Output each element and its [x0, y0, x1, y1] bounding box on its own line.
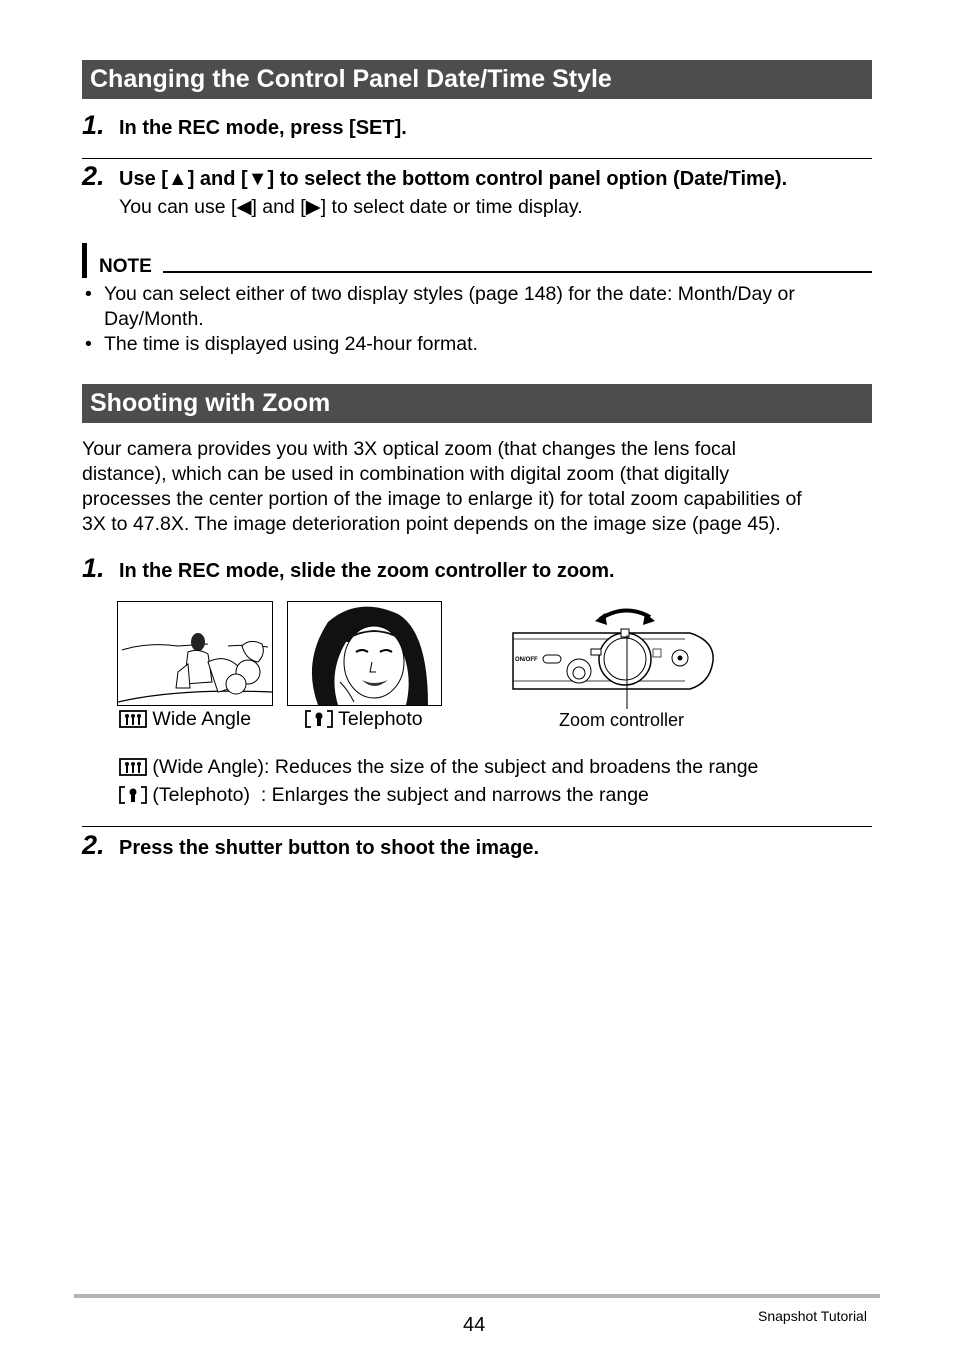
zoom-intro-paragraph: [82, 437, 802, 537]
step-text-1: In the REC mode, press [SET].: [119, 117, 407, 139]
wide-angle-icon: [119, 758, 147, 776]
wide-angle-caption: [119, 708, 251, 731]
telephoto-legend: [119, 784, 649, 807]
up-arrow-icon: ▲: [167, 168, 188, 190]
telephoto-illustration: [287, 601, 442, 706]
paragraph-line: distance), which can be used in combination with digital zoom (that digitally: [82, 463, 730, 485]
wide-angle-legend: [119, 756, 758, 779]
subtext-part: You can use [: [119, 196, 237, 218]
step-number-2: 2.: [82, 830, 105, 860]
step-number-1: 1.: [82, 553, 105, 583]
paragraph-line: processes the center portion of the image to enlarge it) for total zoom capabilities of: [82, 488, 802, 510]
telephoto-legend-desc: : Enlarges the subject and narrows the range: [260, 784, 649, 806]
section-heading-zoom: [82, 384, 872, 423]
step-text-part: Use [: [119, 168, 168, 190]
note-marker: [82, 243, 87, 278]
note-label: NOTE: [99, 256, 152, 277]
telephoto-photo: [288, 602, 441, 705]
step-text-1: In the REC mode, slide the zoom controller to zoom.: [119, 560, 615, 582]
step-text-part: ] to select the bottom control panel option (Date/Time).: [267, 168, 788, 190]
wide-angle-caption-text: Wide Angle: [152, 708, 252, 730]
page-number: 44: [463, 1314, 486, 1336]
step-number-1: 1.: [82, 110, 105, 140]
step-text-2: Press the shutter button to shoot the image.: [119, 837, 540, 859]
footer-rule: [74, 1294, 880, 1298]
zoom-controller-caption: Zoom controller: [559, 710, 685, 730]
paragraph-line: 3X to 47.8X. The image deterioration point depends on the image size (page 45).: [82, 513, 781, 535]
footer-chapter-title: Snapshot Tutorial: [758, 1308, 867, 1324]
wide-angle-legend-desc: Reduces the size of the subject and broadens the range: [274, 756, 759, 778]
down-arrow-icon: ▼: [247, 168, 268, 190]
subtext-part: ] and [: [251, 196, 306, 218]
telephoto-icon: [119, 786, 147, 804]
subtext-part: ] to select date or time display.: [320, 196, 583, 218]
left-arrow-icon: ◀: [236, 196, 252, 218]
step-number-2: 2.: [82, 161, 105, 191]
note-bullet-2: The time is displayed using 24-hour format.: [104, 333, 478, 355]
step-divider: [82, 158, 872, 159]
wide-angle-legend-label: (Wide Angle):: [152, 756, 270, 778]
step-text-part: ] and [: [187, 168, 248, 190]
note-bullet-1: [104, 282, 795, 332]
step-2-subtext: [119, 195, 583, 220]
telephoto-caption-text: Telephoto: [338, 708, 423, 730]
step-divider: [82, 826, 872, 827]
on-off-label: ON/OFF: [515, 657, 538, 663]
wide-angle-photo: [118, 602, 272, 705]
step-text-2: [119, 168, 787, 191]
paragraph-line: Your camera provides you with 3X optical zoom (that changes the lens focal: [82, 438, 736, 460]
section-heading-date-time-style: [82, 60, 872, 99]
bullet-icon: •: [85, 283, 92, 305]
section-title: Changing the Control Panel Date/Time Style: [90, 65, 612, 93]
telephoto-icon: [305, 710, 333, 728]
telephoto-caption: [305, 708, 423, 731]
wide-angle-icon: [119, 710, 147, 728]
note-line: You can select either of two display styles (page 148) for the date: Month/Day or: [104, 283, 795, 305]
right-arrow-icon: ▶: [305, 196, 321, 218]
bullet-icon: •: [85, 333, 92, 355]
note-line: Day/Month.: [104, 308, 204, 330]
note-rule: [163, 271, 872, 273]
section-title: Shooting with Zoom: [90, 389, 331, 417]
wide-angle-illustration: [117, 601, 273, 706]
telephoto-legend-label: (Telephoto): [152, 784, 250, 806]
camera-top-illustration: [505, 601, 720, 713]
